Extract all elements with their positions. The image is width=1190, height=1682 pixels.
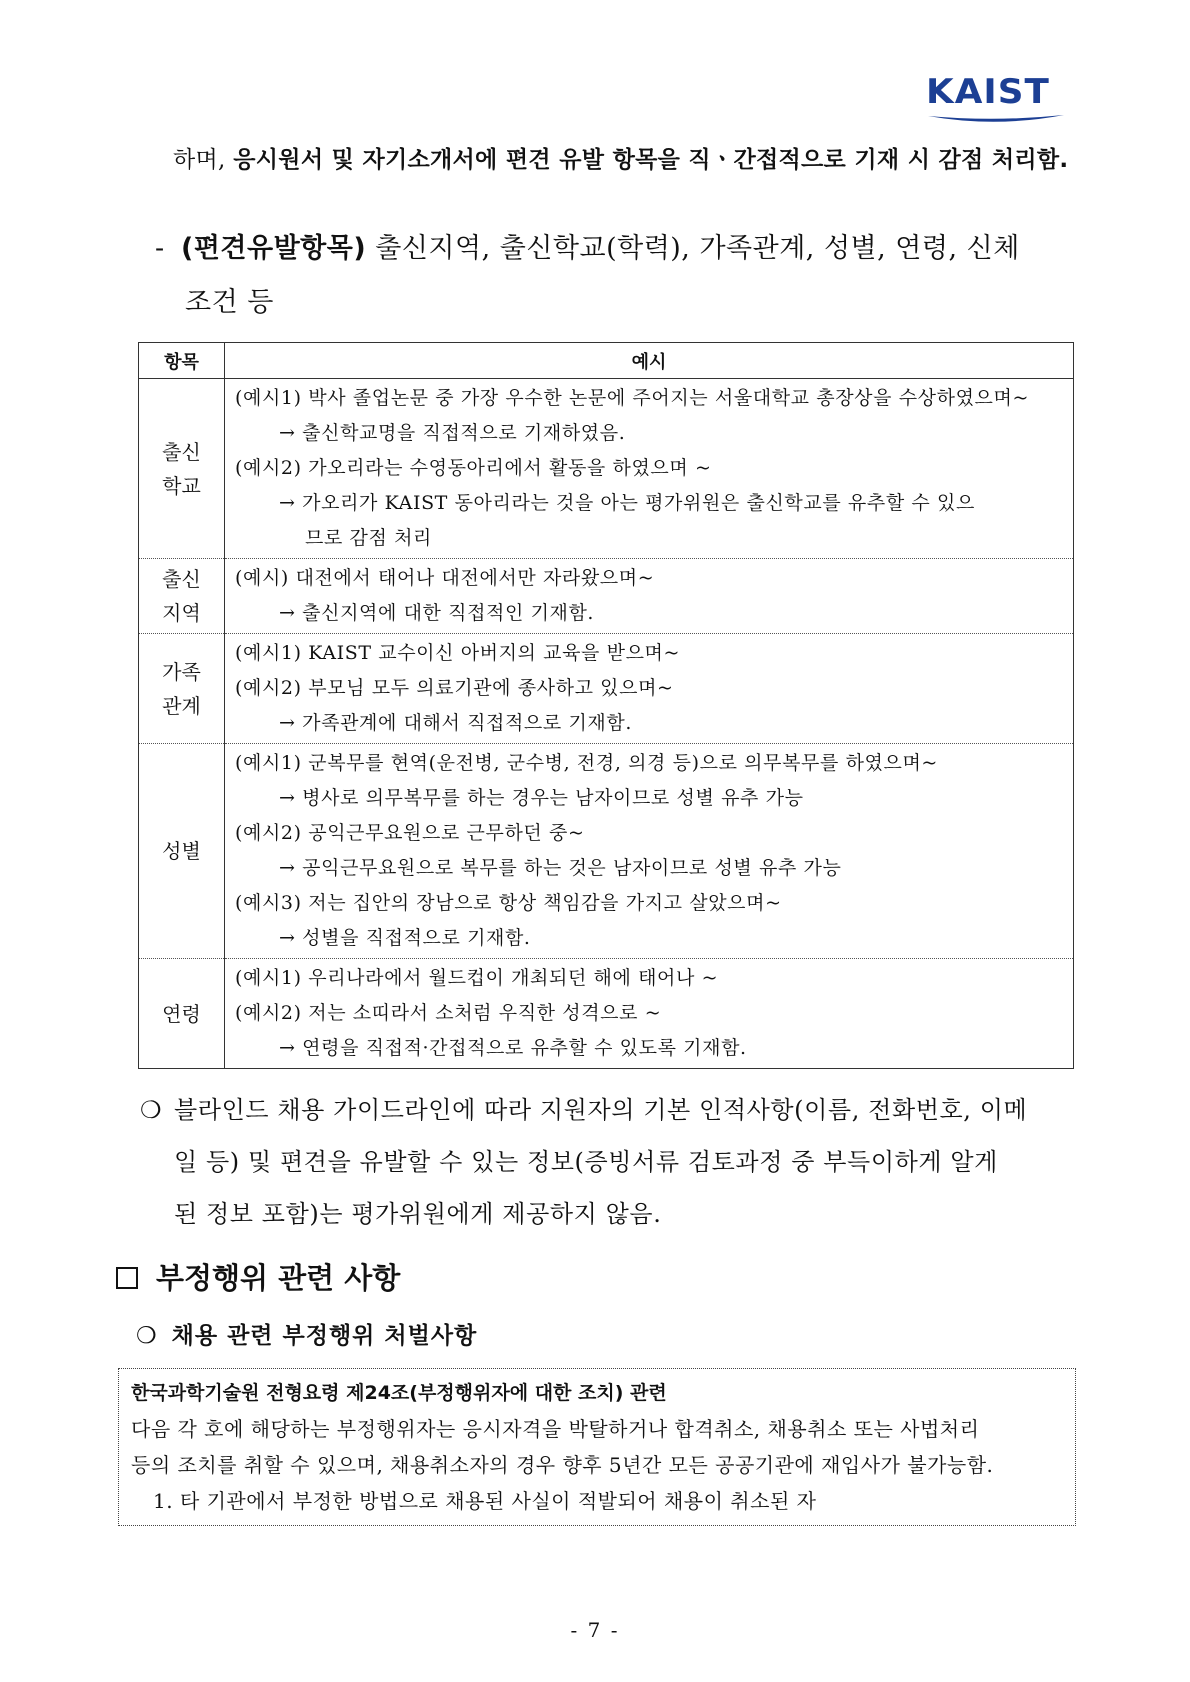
example-note: → 연령을 직접적·간접적으로 유추할 수 있도록 기재함. [279,1037,747,1059]
example-line: (예시1) KAIST 교수이신 아버지의 교육을 받으며~ [235,642,681,664]
category-label: 연령 [162,1001,201,1026]
evaluation-note-bold: 응시원서 및 자기소개서에 편견 유발 항목을 직ㆍ간접적으로 기재 시 감점 처리함. [233,147,1069,173]
section-title: 부정행위 관련 사항 [156,1261,401,1295]
evaluation-note-lead: 하며, [173,147,234,173]
table-row [139,959,1074,1069]
blind-line-3: 된 정보 포함)는 평가위원에게 제공하지 않음. [174,1200,662,1228]
row-examples [225,634,1074,744]
circle-bullet-icon: ❍ [136,1323,158,1349]
bias-items-text: 출신지역, 출신학교(학력), 가족관계, 성별, 연령, 신체 [366,233,1020,264]
subsection-title: 채용 관련 부정행위 처벌사항 [171,1323,478,1349]
example-line: (예시1) 박사 졸업논문 중 가장 우수한 논문에 주어지는 서울대학교 총장상을 수상하였으며~ [235,387,1029,409]
bias-items [155,222,1075,330]
table-body [139,379,1074,1069]
blind-line-1: 블라인드 채용 가이드라인에 따라 지원자의 기본 인적사항(이름, 전화번호, 이메 [174,1096,1028,1124]
logo-swoosh-icon [926,112,1066,126]
category-label: 출신 [162,567,201,591]
category-label: 관계 [162,693,201,718]
example-note: → 병사로 의무복무를 하는 경우는 남자이므로 성별 유추 가능 [279,787,804,809]
example-note: 므로 감점 처리 [305,527,433,549]
regulation-line-2: 등의 조치를 취할 수 있으며, 채용취소자의 경우 향후 5년간 모든 공공기관에 재입사가 불가능함. [131,1453,994,1477]
row-examples [225,379,1074,559]
row-category [139,634,225,744]
kaist-logo [926,74,1066,130]
blind-guideline [140,1084,1080,1240]
example-note: → 출신지역에 대한 직접적인 기재함. [279,602,595,624]
page-number: - 7 - [570,1618,620,1642]
row-examples [225,744,1074,959]
table-row [139,634,1074,744]
example-line: (예시2) 공익근무요원으로 근무하던 중~ [235,822,585,844]
example-line: (예시2) 부모님 모두 의료기관에 종사하고 있으며~ [235,677,674,699]
header-examples: 예시 [225,343,1074,379]
example-note: → 가오리가 KAIST 동아리라는 것을 아는 평가위원은 출신학교를 유추할 수 있으 [279,492,975,514]
example-line: (예시3) 저는 집안의 장남으로 항상 책임감을 가지고 살았으며~ [235,892,782,914]
category-label: 지역 [162,601,201,625]
table-header-row [139,343,1074,379]
dash-bullet: - [155,233,165,264]
example-line: (예시1) 우리나라에서 월드컵이 개최되던 해에 태어나 ~ [235,967,719,989]
table-row [139,744,1074,959]
row-examples [225,559,1074,634]
regulation-line-1: 다음 각 호에 해당하는 부정행위자는 응시자격을 박탈하거나 합격취소, 채용취소 또는 사법처리 [131,1417,980,1441]
regulation-box [118,1368,1076,1526]
row-examples [225,959,1074,1069]
table-row [139,379,1074,559]
example-line: (예시1) 군복무를 현역(운전병, 군수병, 전경, 의경 등)으로 의무복무를 하였으며~ [235,752,938,774]
subsection-heading [136,1318,477,1354]
section-heading [116,1258,400,1298]
example-note: → 출신학교명을 직접적으로 기재하였음. [279,422,626,444]
evaluation-note [173,136,1073,184]
example-line: (예시) 대전에서 태어나 대전에서만 자라왔으며~ [235,567,655,589]
category-label: 성별 [162,839,201,863]
example-note: → 공익근무요원으로 복무를 하는 것은 남자이므로 성별 유추 가능 [279,857,842,879]
header-category: 항목 [139,343,225,379]
regulation-title: 한국과학기술원 전형요령 제24조(부정행위자에 대한 조치) 관련 [131,1382,667,1404]
blind-line-2: 일 등) 및 편견을 유발할 수 있는 정보(증빙서류 검토과정 중 부득이하게 알게 [174,1148,998,1176]
category-label: 출신 [162,439,201,464]
category-label: 가족 [162,659,201,684]
row-category [139,559,225,634]
row-category [139,379,225,559]
table-row [139,559,1074,634]
regulation-item-1: 1. 타 기관에서 부정한 방법으로 채용된 사실이 적발되어 채용이 취소된 자 [153,1489,817,1513]
row-category [139,959,225,1069]
logo-text: KAIST [926,72,1050,112]
example-line: (예시2) 가오리라는 수영동아리에서 활동을 하였으며 ~ [235,457,712,479]
example-note: → 가족관계에 대해서 직접적으로 기재함. [279,712,632,734]
example-line: (예시2) 저는 소띠라서 소처럼 우직한 성격으로 ~ [235,1002,662,1024]
bias-examples-table [138,342,1074,1069]
category-label: 학교 [162,473,201,498]
bias-items-label: (편견유발항목) [181,233,367,264]
bias-items-text-cont: 조건 등 [185,287,274,318]
example-note: → 성별을 직접적으로 기재함. [279,927,531,949]
row-category [139,744,225,959]
circle-bullet-icon: ❍ [140,1096,163,1124]
square-bullet-icon [116,1267,138,1289]
